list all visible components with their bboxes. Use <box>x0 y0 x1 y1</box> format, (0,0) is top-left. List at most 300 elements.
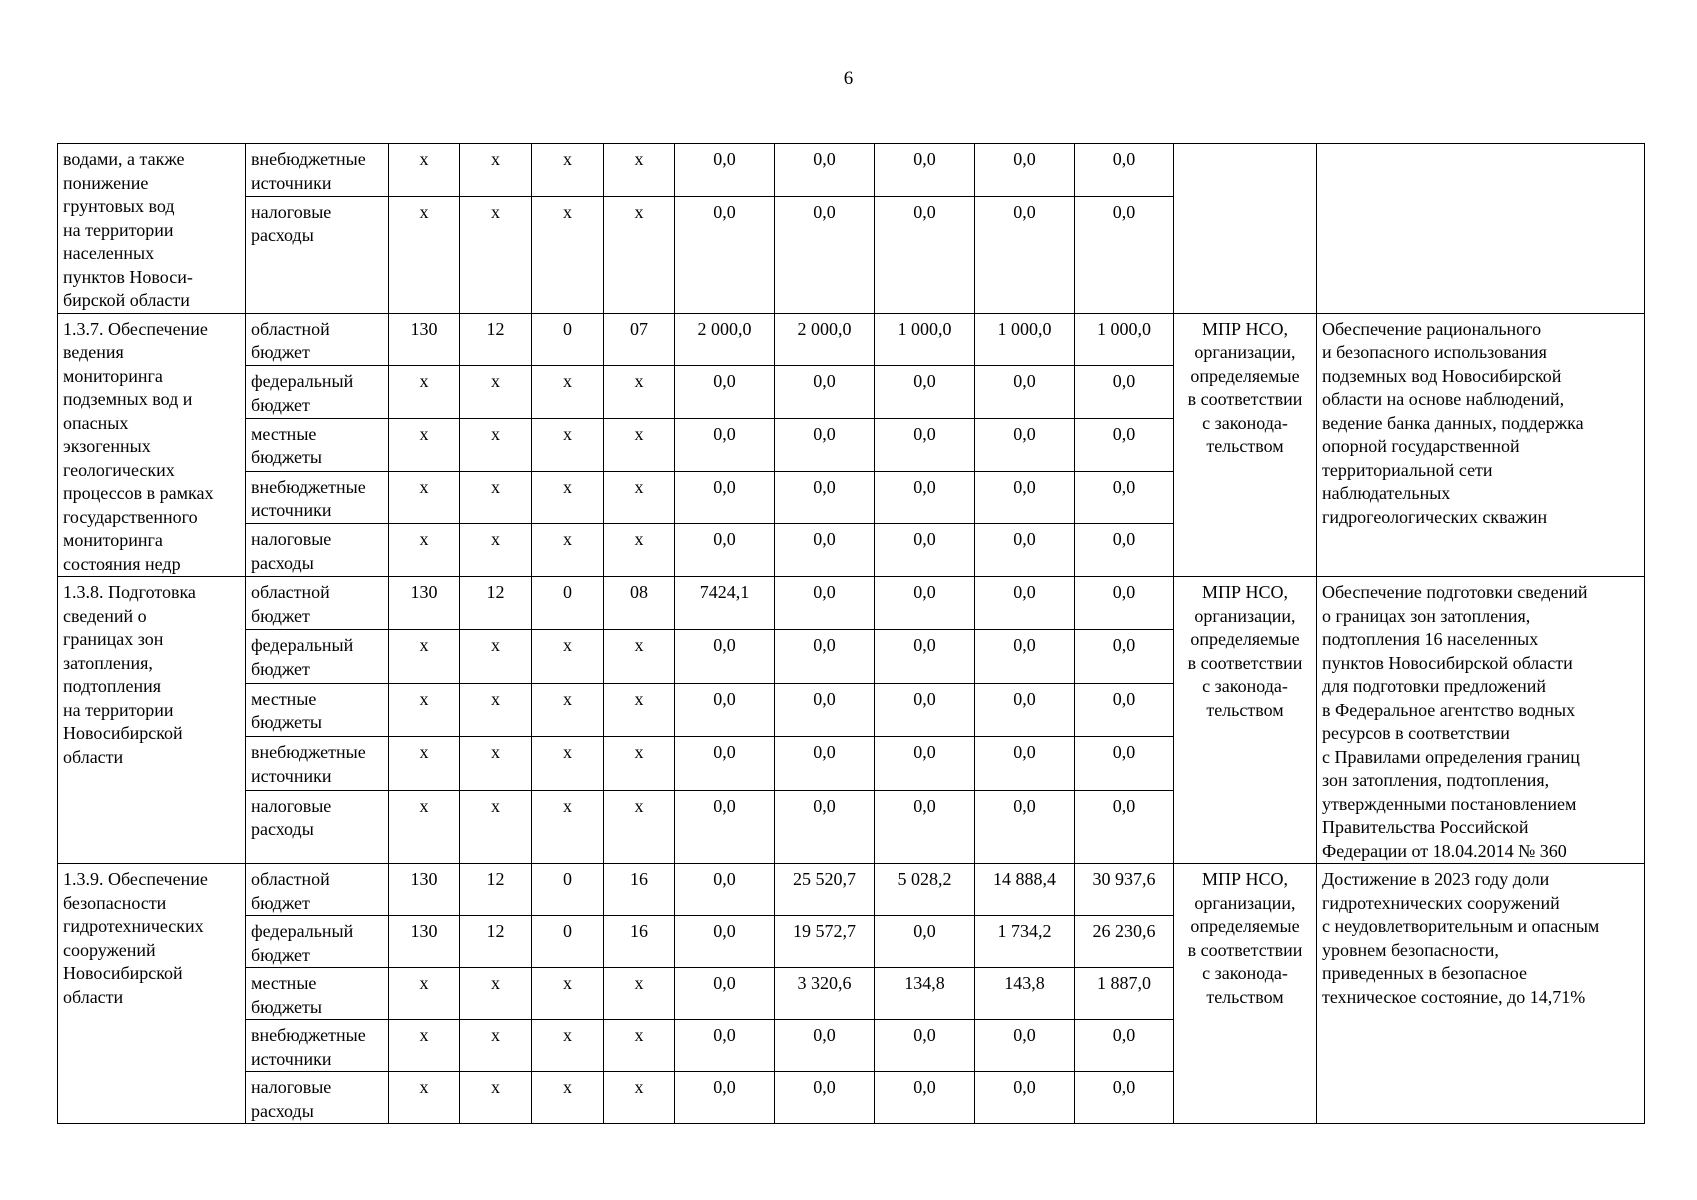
budget-code-cell: 08 <box>604 577 675 630</box>
activity-name-line: экзогенных <box>63 436 151 456</box>
funding-source-line: местные <box>251 973 317 993</box>
expected-result-line: утвержденными постановлением <box>1322 793 1577 814</box>
financing-value-cell: 0,0 <box>675 196 775 313</box>
budget-code-cell: 0 <box>532 577 604 630</box>
activity-name-line: водами, а также <box>63 149 185 169</box>
expected-result-line: ресурсов в соответствии <box>1322 723 1510 743</box>
expected-result-line: Правительства Российской <box>1322 817 1529 837</box>
funding-source-line: местные <box>251 423 317 444</box>
activity-name-line: понижение <box>63 172 149 193</box>
funding-source-line: федеральный <box>251 635 354 656</box>
budget-code-cell: х <box>532 471 604 524</box>
funding-source-line: бюджет <box>251 342 310 362</box>
financing-value-cell: 0,0 <box>1075 683 1174 736</box>
budget-code-cell: х <box>532 1072 604 1124</box>
budget-code-cell: х <box>532 737 604 790</box>
financing-value-cell: 5 028,2 <box>875 864 975 916</box>
funding-source-line: налоговые <box>251 1077 332 1097</box>
funding-source-line: областной <box>251 869 330 889</box>
budget-code-cell: х <box>532 630 604 683</box>
financing-value-cell: 0,0 <box>975 1020 1075 1072</box>
executor-line: определяемые <box>1190 629 1300 649</box>
expected-result-cell <box>1317 577 1645 864</box>
funding-source-line: бюджет <box>251 944 310 965</box>
funding-source-line: источники <box>251 500 332 521</box>
budget-code-cell: х <box>460 630 532 683</box>
executor-line: МПР НСО, <box>1201 582 1289 602</box>
financing-value-cell: 0,0 <box>875 471 975 524</box>
activity-name-line: на территории <box>63 699 174 720</box>
funding-source-line: расходы <box>251 225 314 246</box>
expected-result-line: и безопасного использования <box>1322 342 1547 362</box>
executor-line: в соответствии <box>1187 389 1303 409</box>
funding-source-line: федеральный <box>251 371 354 392</box>
budget-code-cell: х <box>460 683 532 736</box>
financing-value-cell: 19 572,7 <box>775 916 875 968</box>
expected-result-line: Федерации от 18.04.2014 № 360 <box>1322 840 1567 861</box>
financing-value-cell: 0,0 <box>975 577 1075 630</box>
funding-source-cell <box>246 1020 389 1072</box>
funding-source-line: бюджеты <box>251 996 322 1017</box>
financing-value-cell: 0,0 <box>1075 471 1174 524</box>
financing-value-cell: 134,8 <box>875 968 975 1020</box>
financing-value-cell: 0,0 <box>1075 196 1174 313</box>
expected-result-cell <box>1317 864 1645 1124</box>
activity-name-line: процессов в рамках <box>63 483 214 503</box>
funding-source-line: внебюджетные <box>251 742 366 763</box>
activity-name-line: подземных вод и <box>63 389 193 409</box>
funding-source-line: внебюджетные <box>251 476 366 497</box>
financing-value-cell: 0,0 <box>875 144 975 197</box>
activity-name-line: Новосибирской <box>63 723 183 743</box>
financing-value-cell: 2 000,0 <box>775 313 875 366</box>
financing-value-cell: 0,0 <box>675 471 775 524</box>
financing-value-cell: 0,0 <box>675 683 775 736</box>
financing-value-cell: 0,0 <box>875 524 975 577</box>
financing-value-cell: 0,0 <box>975 790 1075 863</box>
activity-name-line: опасных <box>63 412 129 433</box>
budget-code-cell: х <box>532 1020 604 1072</box>
executor-line: в соответствии <box>1187 652 1303 673</box>
financing-value-cell: 26 230,6 <box>1075 916 1174 968</box>
funding-source-cell <box>246 313 389 366</box>
financing-value-cell: 0,0 <box>975 683 1075 736</box>
activity-name-line: состояния недр <box>63 553 181 574</box>
table-row <box>58 577 1645 630</box>
budget-code-cell: х <box>604 1072 675 1124</box>
funding-source-line: источники <box>251 765 332 786</box>
budget-code-cell: х <box>460 1072 532 1124</box>
budget-code-cell: 07 <box>604 313 675 366</box>
program-activities-table <box>57 143 1645 1124</box>
financing-value-cell: 2 000,0 <box>675 313 775 366</box>
financing-value-cell: 0,0 <box>875 790 975 863</box>
expected-result-line: техническое состояние, до 14,71% <box>1322 986 1586 1007</box>
financing-value-cell: 0,0 <box>975 630 1075 683</box>
budget-code-cell: х <box>604 683 675 736</box>
financing-value-cell: 0,0 <box>675 790 775 863</box>
financing-value-cell: 0,0 <box>1075 630 1174 683</box>
executor-line: определяемые <box>1190 916 1300 936</box>
budget-code-cell: х <box>460 418 532 471</box>
expected-result-line: для подготовки предложений <box>1322 676 1547 696</box>
budget-code-cell: 130 <box>389 577 460 630</box>
budget-code-cell: х <box>604 1020 675 1072</box>
funding-source-line: бюджеты <box>251 712 322 733</box>
funding-source-cell <box>246 471 389 524</box>
financing-value-cell: 0,0 <box>1075 1072 1174 1124</box>
funding-source-cell <box>246 524 389 577</box>
activity-name-line: безопасности <box>63 892 167 913</box>
budget-code-cell: х <box>604 630 675 683</box>
executor-line: определяемые <box>1190 365 1300 386</box>
activity-name-line: гидротехнических <box>63 916 204 936</box>
financing-value-cell: 0,0 <box>875 577 975 630</box>
table-body <box>58 144 1645 1124</box>
budget-code-cell: х <box>604 968 675 1020</box>
financing-value-cell: 1 734,2 <box>975 916 1075 968</box>
financing-value-cell: 1 887,0 <box>1075 968 1174 1020</box>
financing-value-cell: 30 937,6 <box>1075 864 1174 916</box>
activity-name-line: Новосибирской <box>63 963 183 983</box>
financing-value-cell: 0,0 <box>1075 418 1174 471</box>
budget-code-cell: х <box>604 196 675 313</box>
financing-value-cell: 0,0 <box>875 366 975 419</box>
financing-value-cell: 0,0 <box>675 737 775 790</box>
financing-value-cell: 0,0 <box>875 418 975 471</box>
funding-source-line: местные <box>251 688 317 709</box>
financing-value-cell: 0,0 <box>1075 577 1174 630</box>
expected-result-line: Достижение в 2023 году доли <box>1322 869 1550 889</box>
funding-source-line: расходы <box>251 552 314 573</box>
activity-name-cell <box>58 313 246 577</box>
financing-value-cell: 0,0 <box>975 524 1075 577</box>
budget-code-cell: х <box>389 418 460 471</box>
expected-result-line: гидротехнических сооружений <box>1322 892 1560 913</box>
activity-name-line: сведений о <box>63 605 147 626</box>
table-row <box>58 864 1645 916</box>
budget-code-cell: х <box>389 144 460 197</box>
funding-source-line: расходы <box>251 819 314 840</box>
budget-code-cell: х <box>604 790 675 863</box>
financing-value-cell: 0,0 <box>675 524 775 577</box>
financing-value-cell: 0,0 <box>975 196 1075 313</box>
funding-source-cell <box>246 683 389 736</box>
funding-source-line: источники <box>251 1048 332 1069</box>
financing-value-cell: 1 000,0 <box>1075 313 1174 366</box>
funding-source-line: бюджет <box>251 605 310 626</box>
budget-code-cell: 12 <box>460 916 532 968</box>
funding-source-cell <box>246 418 389 471</box>
expected-result-line: в Федеральное агентство водных <box>1322 699 1576 720</box>
funding-source-cell <box>246 968 389 1020</box>
funding-source-line: бюджет <box>251 394 310 415</box>
executor-line: с законода- <box>1202 412 1288 433</box>
expected-result-line: территориальной сети <box>1322 459 1493 480</box>
activity-name-line: 1.3.8. Подготовка <box>63 582 196 602</box>
financing-value-cell: 25 520,7 <box>775 864 875 916</box>
activity-name-line: государственного <box>63 506 198 527</box>
financing-value-cell: 1 000,0 <box>975 313 1075 366</box>
funding-source-cell <box>246 737 389 790</box>
activity-name-line: 1.3.7. Обеспечение <box>63 318 208 339</box>
page-number: 6 <box>843 68 854 89</box>
expected-result-line: опорной государственной <box>1322 436 1520 456</box>
budget-code-cell: х <box>460 144 532 197</box>
budget-code-cell: х <box>460 1020 532 1072</box>
budget-code-cell: х <box>532 968 604 1020</box>
activity-name-line: мониторинга <box>63 530 163 550</box>
activity-name-line: границах зон <box>63 629 164 649</box>
financing-value-cell: 143,8 <box>975 968 1075 1020</box>
budget-code-cell: х <box>460 737 532 790</box>
budget-code-cell: 16 <box>604 864 675 916</box>
expected-result-line: с Правилами определения границ <box>1322 746 1580 767</box>
budget-code-cell: х <box>389 366 460 419</box>
financing-value-cell: 0,0 <box>1075 366 1174 419</box>
funding-source-line: внебюджетные <box>251 149 366 169</box>
financing-value-cell: 3 320,6 <box>775 968 875 1020</box>
budget-code-cell: х <box>604 144 675 197</box>
expected-result-line: ведение банка данных, поддержка <box>1322 412 1584 433</box>
activity-name-line: геологических <box>63 459 175 480</box>
financing-value-cell: 0,0 <box>675 1072 775 1124</box>
budget-code-cell: 0 <box>532 313 604 366</box>
expected-result-line: приведенных в безопасное <box>1322 963 1528 983</box>
budget-code-cell: х <box>604 737 675 790</box>
table-row <box>58 313 1645 366</box>
financing-value-cell: 0,0 <box>1075 790 1174 863</box>
financing-value-cell: 0,0 <box>975 1072 1075 1124</box>
expected-result-line: гидрогеологических скважин <box>1322 506 1548 527</box>
activity-name-cell <box>58 577 246 864</box>
financing-value-cell: 0,0 <box>775 630 875 683</box>
executor-line: в соответствии <box>1187 939 1303 960</box>
budget-code-cell: 0 <box>532 864 604 916</box>
budget-code-cell: х <box>389 471 460 524</box>
financing-value-cell: 0,0 <box>775 577 875 630</box>
budget-code-cell: 130 <box>389 313 460 366</box>
budget-code-cell: 12 <box>460 577 532 630</box>
expected-result-line: области на основе наблюдений, <box>1322 389 1565 409</box>
expected-result-line: пунктов Новосибирской области <box>1322 652 1573 673</box>
funding-source-line: бюджеты <box>251 447 322 468</box>
executor-line: тельством <box>1206 699 1284 720</box>
financing-value-cell: 0,0 <box>975 471 1075 524</box>
financing-value-cell: 0,0 <box>675 968 775 1020</box>
funding-source-cell <box>246 1072 389 1124</box>
activity-name-line: населенных <box>63 243 155 263</box>
funding-source-line: бюджет <box>251 892 310 913</box>
activity-name-line: грунтовых вод <box>63 196 175 216</box>
financing-value-cell: 0,0 <box>675 916 775 968</box>
budget-code-cell: х <box>460 471 532 524</box>
executor-line: организации, <box>1194 892 1296 913</box>
budget-code-cell: х <box>532 196 604 313</box>
budget-code-cell: х <box>532 790 604 863</box>
financing-value-cell: 0,0 <box>675 144 775 197</box>
financing-value-cell: 0,0 <box>775 524 875 577</box>
activity-name-line: бирской области <box>63 290 190 310</box>
financing-value-cell: 0,0 <box>675 366 775 419</box>
budget-code-cell: х <box>460 968 532 1020</box>
budget-code-cell: 12 <box>460 313 532 366</box>
executor-line: тельством <box>1206 986 1284 1007</box>
financing-value-cell: 14 888,4 <box>975 864 1075 916</box>
financing-value-cell: 0,0 <box>1075 524 1174 577</box>
financing-value-cell: 0,0 <box>775 683 875 736</box>
financing-value-cell: 0,0 <box>675 418 775 471</box>
budget-code-cell: х <box>389 196 460 313</box>
activity-name-line: сооружений <box>63 939 156 960</box>
funding-source-cell <box>246 630 389 683</box>
budget-code-cell: 16 <box>604 916 675 968</box>
funding-source-cell <box>246 577 389 630</box>
financing-value-cell: 0,0 <box>1075 1020 1174 1072</box>
budget-code-cell: х <box>389 683 460 736</box>
funding-source-line: расходы <box>251 1100 314 1121</box>
budget-code-cell: х <box>460 196 532 313</box>
financing-value-cell: 0,0 <box>875 916 975 968</box>
expected-result-line: с неудовлетворительным и опасным <box>1322 916 1600 936</box>
financing-value-cell: 7424,1 <box>675 577 775 630</box>
expected-result-line: подтопления 16 населенных <box>1322 629 1539 649</box>
financing-value-cell: 0,0 <box>1075 737 1174 790</box>
budget-code-cell: х <box>604 418 675 471</box>
funding-source-line: федеральный <box>251 921 354 941</box>
funding-source-line: бюджет <box>251 658 310 679</box>
financing-value-cell: 0,0 <box>675 1020 775 1072</box>
financing-value-cell: 1 000,0 <box>875 313 975 366</box>
financing-value-cell: 0,0 <box>1075 144 1174 197</box>
financing-value-cell: 0,0 <box>975 144 1075 197</box>
budget-code-cell: 130 <box>389 864 460 916</box>
financing-value-cell: 0,0 <box>875 1020 975 1072</box>
budget-code-cell: х <box>389 524 460 577</box>
activity-name-line: подтопления <box>63 676 162 696</box>
funding-source-line: внебюджетные <box>251 1025 366 1045</box>
activity-name-line: ведения <box>63 342 124 362</box>
budget-code-cell: х <box>532 418 604 471</box>
budget-code-cell: х <box>604 524 675 577</box>
funding-source-line: областной <box>251 318 330 339</box>
funding-source-line: областной <box>251 582 330 602</box>
financing-value-cell: 0,0 <box>875 1072 975 1124</box>
expected-result-line: о границах зон затопления, <box>1322 605 1531 626</box>
financing-value-cell: 0,0 <box>775 366 875 419</box>
funding-source-line: налоговые <box>251 201 332 222</box>
budget-code-cell: 0 <box>532 916 604 968</box>
funding-source-cell <box>246 144 389 197</box>
expected-result-line: зон затопления, подтопления, <box>1322 770 1550 790</box>
budget-code-cell: х <box>389 790 460 863</box>
financing-value-cell: 0,0 <box>975 418 1075 471</box>
executor-line: организации, <box>1194 605 1296 626</box>
financing-value-cell: 0,0 <box>775 1072 875 1124</box>
executor-cell <box>1174 313 1317 577</box>
activity-name-cell <box>58 144 246 314</box>
activity-name-line: области <box>63 746 124 767</box>
financing-value-cell: 0,0 <box>775 144 875 197</box>
financing-value-cell: 0,0 <box>875 737 975 790</box>
budget-code-cell: х <box>460 790 532 863</box>
table-row <box>58 144 1645 197</box>
funding-source-line: налоговые <box>251 795 332 816</box>
financing-value-cell: 0,0 <box>675 864 775 916</box>
financing-value-cell: 0,0 <box>775 790 875 863</box>
budget-code-cell: х <box>604 366 675 419</box>
financing-value-cell: 0,0 <box>775 737 875 790</box>
budget-code-cell: х <box>389 630 460 683</box>
funding-source-cell <box>246 366 389 419</box>
executor-line: МПР НСО, <box>1201 318 1289 339</box>
funding-source-cell <box>246 916 389 968</box>
expected-result-cell <box>1317 144 1645 314</box>
budget-code-cell: 12 <box>460 864 532 916</box>
financing-value-cell: 0,0 <box>875 630 975 683</box>
executor-cell <box>1174 144 1317 314</box>
budget-code-cell: 130 <box>389 916 460 968</box>
budget-code-cell: х <box>532 683 604 736</box>
executor-cell <box>1174 864 1317 1124</box>
financing-value-cell: 0,0 <box>775 418 875 471</box>
expected-result-line: Обеспечение подготовки сведений <box>1322 582 1588 602</box>
financing-value-cell: 0,0 <box>875 196 975 313</box>
budget-code-cell: х <box>460 524 532 577</box>
budget-code-cell: х <box>389 968 460 1020</box>
budget-code-cell: х <box>604 471 675 524</box>
financing-value-cell: 0,0 <box>775 471 875 524</box>
expected-result-line: уровнем безопасности, <box>1322 939 1499 960</box>
activity-name-line: пунктов Новоси- <box>63 266 193 287</box>
financing-value-cell: 0,0 <box>675 630 775 683</box>
funding-source-cell <box>246 790 389 863</box>
budget-code-cell: х <box>532 524 604 577</box>
activity-name-line: 1.3.9. Обеспечение <box>63 869 208 889</box>
expected-result-line: Обеспечение рационального <box>1322 318 1542 339</box>
expected-result-line: подземных вод Новосибирской <box>1322 365 1562 386</box>
executor-cell <box>1174 577 1317 864</box>
financing-value-cell: 0,0 <box>775 196 875 313</box>
executor-line: с законода- <box>1202 963 1288 983</box>
funding-source-line: налоговые <box>251 529 332 550</box>
budget-code-cell: х <box>389 1072 460 1124</box>
budget-code-cell: х <box>532 144 604 197</box>
executor-line: МПР НСО, <box>1201 869 1289 889</box>
executor-line: тельством <box>1206 436 1284 456</box>
expected-result-line: наблюдательных <box>1322 483 1451 503</box>
budget-code-cell: х <box>389 737 460 790</box>
financing-value-cell: 0,0 <box>975 737 1075 790</box>
executor-line: с законода- <box>1202 676 1288 696</box>
funding-source-cell <box>246 864 389 916</box>
activity-name-cell <box>58 864 246 1124</box>
budget-code-cell: х <box>532 366 604 419</box>
activity-name-line: на территории <box>63 219 174 240</box>
activity-name-line: затопления, <box>63 652 153 673</box>
financing-value-cell: 0,0 <box>775 1020 875 1072</box>
executor-line: организации, <box>1194 342 1296 362</box>
activity-name-line: мониторинга <box>63 365 163 386</box>
budget-code-cell: х <box>460 366 532 419</box>
activity-name-line: области <box>63 986 124 1007</box>
expected-result-cell <box>1317 313 1645 577</box>
funding-source-line: источники <box>251 172 332 193</box>
financing-value-cell: 0,0 <box>975 366 1075 419</box>
financing-value-cell: 0,0 <box>875 683 975 736</box>
funding-source-cell <box>246 196 389 313</box>
budget-code-cell: х <box>389 1020 460 1072</box>
